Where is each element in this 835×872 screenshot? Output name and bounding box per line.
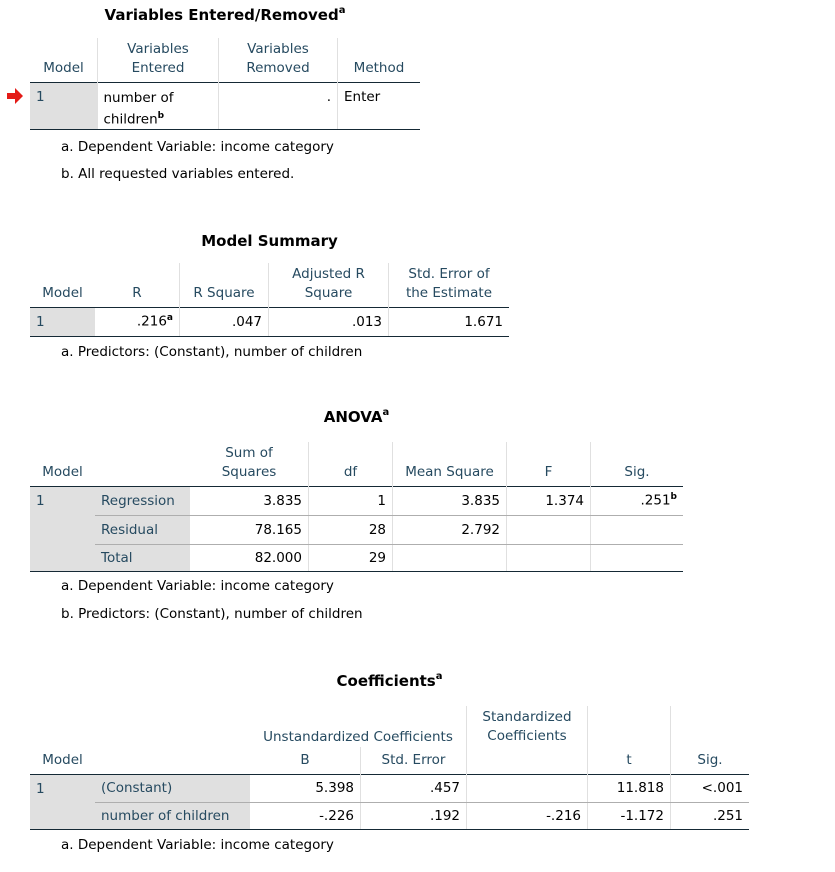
header-model: Model	[42, 751, 83, 768]
coefficients-note-a: a. Dependent Variable: income category	[61, 837, 334, 853]
header-model: Model	[42, 284, 83, 301]
table-row	[30, 486, 683, 515]
cell-r-square: .047	[180, 307, 269, 336]
cell-f	[507, 515, 591, 544]
model-summary-table	[30, 263, 509, 337]
cell-variables-entered: number of children$^b$	[98, 82, 219, 129]
header-model: Model	[43, 59, 84, 76]
header-spacer	[95, 706, 250, 747]
cell-sig	[591, 515, 684, 544]
red-arrow-icon	[7, 88, 23, 104]
cell-r: .216$^a$	[95, 307, 180, 336]
header-method: Method	[338, 38, 421, 82]
cell-sig: .251	[671, 802, 750, 829]
cell-b: -.226	[250, 802, 361, 829]
cell-std-error: 1.671	[389, 307, 510, 336]
cell-variables-removed: .	[219, 82, 338, 129]
header-std-error: Std. Error of the Estimate	[389, 263, 510, 307]
header-mean-square: Mean Square	[393, 442, 507, 486]
header-row-label	[95, 442, 190, 486]
header-spacer	[671, 706, 750, 747]
anova-title: ANOVA$^a$	[323, 407, 390, 426]
summary-note-a: a. Predictors: (Constant), number of children	[61, 344, 363, 360]
cell-sig: <.001	[671, 774, 750, 802]
anova-note-a: a. Dependent Variable: income category	[61, 578, 334, 594]
header-b: B	[300, 751, 310, 768]
header-sig: Sig.	[591, 442, 684, 486]
table-row	[30, 802, 749, 829]
variables-note-b: b. All requested variables entered.	[61, 166, 295, 182]
cell-ms: 3.835	[393, 486, 507, 515]
header-f: F	[507, 442, 591, 486]
cell-sig	[591, 544, 684, 571]
header-sum-of-squares: Sum of Squares	[221, 444, 277, 480]
model-summary-title: Model Summary	[201, 232, 338, 250]
anova-note-b: b. Predictors: (Constant), number of children	[61, 606, 363, 622]
row-label-model: 1	[30, 486, 95, 571]
cell-df: 28	[309, 515, 393, 544]
coefficients-title: Coefficients$^a$	[336, 671, 443, 690]
header-variables-entered: Variables Entered	[98, 38, 219, 82]
cell-df: 1	[309, 486, 393, 515]
header-std-error: Std. Error	[361, 747, 467, 774]
cell-sig: .251$^b$	[591, 486, 684, 515]
row-label-total: Total	[95, 544, 190, 571]
cell-adjusted-r-square: .013	[269, 307, 389, 336]
header-sig: Sig.	[671, 747, 750, 774]
cell-std-error: .192	[361, 802, 467, 829]
row-label-residual: Residual	[95, 515, 190, 544]
header-spacer	[30, 706, 95, 747]
coefficients-table	[30, 706, 749, 830]
header-row-label	[95, 747, 250, 774]
row-label-regression: Regression	[95, 486, 190, 515]
header-variables-removed: Variables Removed	[219, 38, 338, 82]
cell-ms: 2.792	[393, 515, 507, 544]
cell-ss: 78.165	[190, 515, 309, 544]
cell-ms	[393, 544, 507, 571]
cell-beta: -.216	[467, 802, 588, 829]
header-df: df	[309, 442, 393, 486]
row-label-model: 1	[30, 307, 95, 336]
cell-std-error: .457	[361, 774, 467, 802]
variables-table-title: Variables Entered/Removed$^a$	[104, 5, 346, 24]
cell-b: 5.398	[250, 774, 361, 802]
header-model: Model	[42, 463, 83, 480]
table-row	[30, 544, 683, 571]
header-t: t	[588, 747, 671, 774]
row-label-constant: (Constant)	[95, 774, 250, 802]
row-label-model: 1	[30, 774, 95, 829]
cell-df: 29	[309, 544, 393, 571]
header-r: R	[132, 284, 142, 301]
cell-t: 11.818	[588, 774, 671, 802]
table-row	[30, 515, 683, 544]
row-label-model: 1	[30, 82, 98, 129]
anova-table	[30, 442, 683, 572]
variables-note-a: a. Dependent Variable: income category	[61, 139, 334, 155]
cell-ss: 82.000	[190, 544, 309, 571]
cell-t: -1.172	[588, 802, 671, 829]
row-label-number-of-children: number of children	[95, 802, 250, 829]
variables-table	[30, 38, 420, 130]
cell-f: 1.374	[507, 486, 591, 515]
table-row	[30, 774, 749, 802]
header-standardized-coefficients: Standardized Coefficients	[467, 706, 588, 774]
cell-beta	[467, 774, 588, 802]
cell-method: Enter	[338, 82, 421, 129]
header-unstandardized-coefficients: Unstandardized Coefficients	[263, 729, 453, 745]
header-spacer	[588, 706, 671, 747]
header-r-square: R Square	[180, 263, 269, 307]
header-adjusted-r-square: Adjusted R Square	[269, 263, 389, 307]
cell-f	[507, 544, 591, 571]
cell-ss: 3.835	[190, 486, 309, 515]
